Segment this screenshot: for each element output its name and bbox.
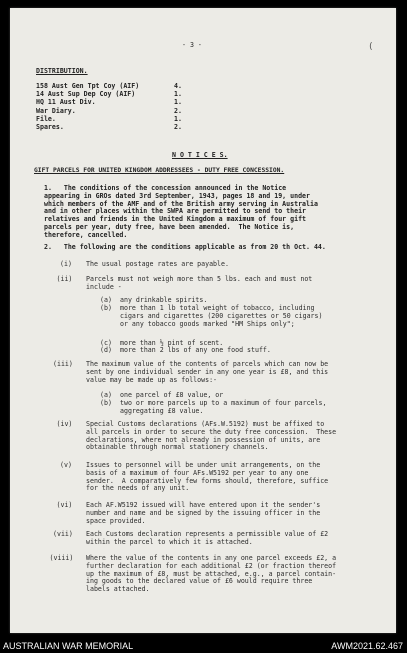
condition-text-line: number and name and be signed by the issuing officer in the xyxy=(86,508,321,517)
condition-text-line: Issues to personnel will be under unit arrangements, on the xyxy=(86,461,321,469)
sub-condition-text-line: cigars and cigarettes (200 cigarettes or 50 cigars) xyxy=(120,311,323,320)
distribution-recipient: 158 Aust Gen Tpt Coy (AIF) xyxy=(36,82,140,90)
paragraph-1-line: relatives and friends in the United Kingdom a maximum of four gift xyxy=(44,215,307,224)
condition-number: (iv) xyxy=(56,420,73,428)
paragraph-1-line: which members of the AMF and of the British army serving in Australia xyxy=(44,199,318,208)
footer-bar xyxy=(0,641,407,653)
paragraph-1-line: parcels per year, duty free, have been amended. The Notice is, xyxy=(44,223,295,231)
punch-hole-mark: ( xyxy=(368,42,374,52)
condition-number: (vi) xyxy=(56,501,73,509)
condition-text-line: space provided. xyxy=(86,516,146,525)
condition-text-line: sender. A comparatively few forms should, therefore, suffice xyxy=(86,476,329,485)
notices-heading: N O T I C E S. xyxy=(172,151,228,159)
distribution-quantity: 1. xyxy=(174,98,182,107)
paragraph-2: 2. The following are the conditions applicable as from 20 th Oct. 44. xyxy=(44,243,326,251)
distribution-recipient: 14 Aust Sup Dep Coy (AIF) xyxy=(36,90,136,99)
paragraph-1-line: therefore, cancelled. xyxy=(44,230,128,239)
page-number: - 3 - xyxy=(182,41,202,49)
condition-text-line: sent by one individual sender in any one year is £8, and this xyxy=(86,367,329,376)
condition-text-line: Where the value of the contents in any one parcel exceeds £2, a xyxy=(86,554,337,562)
condition-text-line: up the maximum of £8, must be attached, e.g., a parcel contain- xyxy=(86,569,337,578)
sub-condition-number: (d) xyxy=(100,346,112,354)
condition-number: (i) xyxy=(60,260,72,268)
sub-condition-number: (a) xyxy=(100,296,112,304)
condition-text-line: within the parcel to which it is attached. xyxy=(86,537,253,546)
condition-text-line: ing goods to the declared value of £6 would require three xyxy=(86,577,313,586)
sub-condition-text-line: one parcel of £8 value, or xyxy=(120,391,224,399)
condition-text-line: The maximum value of the contents of parcels which can now be xyxy=(86,360,329,368)
footer-institution: AUSTRALIAN WAR MEMORIAL xyxy=(3,641,134,651)
condition-text-line: The usual postage rates are payable. xyxy=(86,260,229,268)
paragraph-1-line: 1. The conditions of the concession announced in the Notice xyxy=(44,184,287,192)
distribution-recipient: War Diary. xyxy=(36,106,76,115)
sub-condition-text-line: or any tobacco goods marked "HM Ships only"; xyxy=(120,319,295,328)
condition-text-line: value may be made up as follows:- xyxy=(86,375,218,384)
condition-number: (ii) xyxy=(56,275,73,283)
condition-number: (viii) xyxy=(49,554,74,562)
condition-text-line: Parcels must not weigh more than 5 lbs. each and must not xyxy=(86,275,313,283)
paragraph-1-line: and in other places within the SWPA are permitted to send to their xyxy=(44,207,307,216)
condition-text-line: Each AF.W5192 issued will have entered upon it the sender's xyxy=(86,501,321,509)
paragraph-1-line: appearing in GROs dated 3rd September, 1943, pages 18 and 19, under xyxy=(44,191,310,200)
distribution-recipient: HQ 11 Aust Div. xyxy=(36,98,96,107)
condition-number: (iii) xyxy=(53,360,73,368)
footer-catalogue-number: AWM2021.62.467 xyxy=(331,641,403,651)
sub-condition-number: (a) xyxy=(100,391,112,399)
sub-condition-text-line: more than 1 lb total weight of tobacco, including xyxy=(120,304,315,312)
sub-condition-text-line: any drinkable spirits. xyxy=(120,296,208,304)
distribution-heading: DISTRIBUTION. xyxy=(36,67,88,75)
distribution-quantity: 2. xyxy=(174,123,182,131)
condition-text-line: all parcels in order to secure the duty free concession. These xyxy=(86,427,337,436)
condition-number: (v) xyxy=(60,461,72,469)
condition-text-line: include - xyxy=(86,282,122,291)
condition-number: (vii) xyxy=(53,530,73,538)
condition-text-line: basis of a maximum of four AFs.W5192 per year to any one xyxy=(86,468,309,477)
distribution-quantity: 4. xyxy=(174,82,182,90)
sub-condition-text-line: two or more parcels up to a maximum of four parcels, xyxy=(120,399,327,407)
sub-condition-number: (b) xyxy=(100,399,112,407)
condition-text-line: for the needs of any unit. xyxy=(86,484,190,493)
condition-text-line: Special Customs declarations (AFs.W.5192) must be affixed to xyxy=(86,420,325,428)
distribution-quantity: 1. xyxy=(174,90,182,99)
condition-text-line: further declaration for each additional £2 (or fraction thereof xyxy=(86,561,337,570)
sub-condition-number: (b) xyxy=(100,304,112,312)
sub-condition-text-line: aggregating £8 value. xyxy=(120,406,204,415)
condition-text-line: declarations, where not already in possession of units, are xyxy=(86,435,321,444)
sub-condition-text-line: more than 2 lbs of any one food stuff. xyxy=(120,346,271,354)
distribution-quantity: 1. xyxy=(174,114,182,123)
condition-text-line: obtainable through normal stationery channels. xyxy=(86,443,269,452)
sub-condition-text-line: more than ½ pint of scent. xyxy=(120,339,224,347)
distribution-recipient: File. xyxy=(36,114,56,123)
distribution-recipient: Spares. xyxy=(36,123,64,131)
notice-subheading: GIFT PARCELS FOR UNITED KINGDOM ADDRESSEES - DUTY FREE CONCESSION. xyxy=(34,167,285,174)
sub-condition-number: (c) xyxy=(100,339,112,347)
condition-text-line: labels attached. xyxy=(86,585,150,594)
condition-text-line: Each Customs declaration represents a permissible value of £2 xyxy=(86,530,329,538)
distribution-quantity: 2. xyxy=(174,106,182,115)
